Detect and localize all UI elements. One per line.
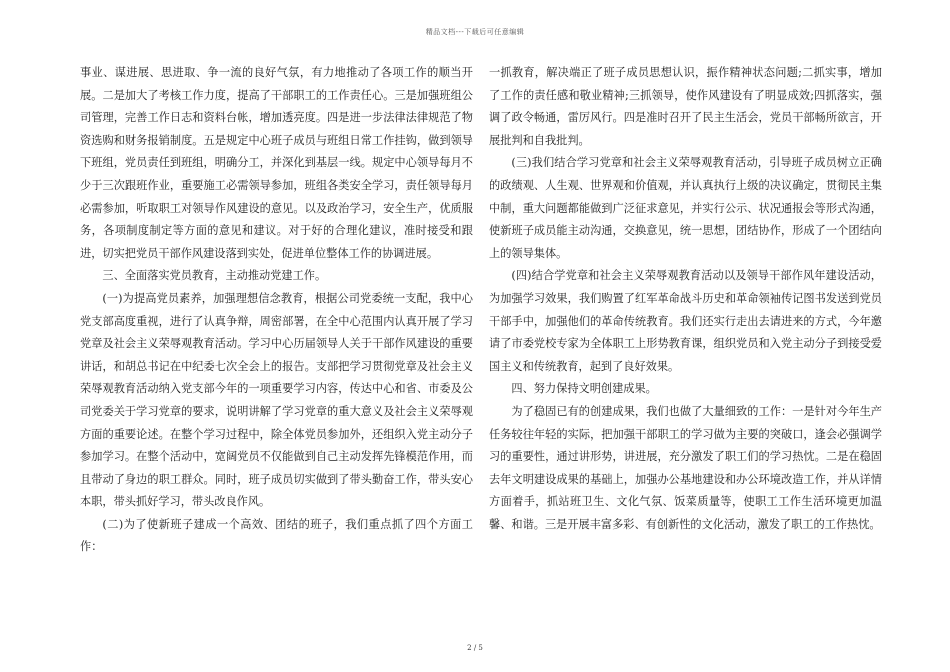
page-number: 2 / 5 (467, 644, 483, 652)
paragraph: (三)我们结合学习党章和社会主义荣辱观教育活动，引导班子成员树立正确的政绩观、人生观、世界观和价值观，并认真执行上级的决议确定，贯彻民主集中制，重大问题都能做到广泛征求意见，并实行公示、状况通报会等形式沟通，使新班子成员能主动沟通，交换意见，统一思想，团结协作，形成了一个团结向上的领导集体。 (489, 156, 882, 260)
paragraph: (四)结合学党章和社会主义荣辱观教育活动以及领导干部作风年建设活动，为加强学习效果，我们购置了红军革命战斗历史和革命领袖传记图书发送到党员干部手中，加强他们的革命传统教育。我们还实行走出去请进来的方式，今年邀请了市委党校专家为全体职工上形势教育课，组织党员和入党主动分子到接受爱国主义和传统教育，起到了良好效果。 (489, 269, 882, 373)
paragraph: 为了稳固已有的创建成果，我们也做了大量细致的工作：一是针对今年生产任务较往年轻的实际，把加强干部职工的学习做为主要的突破口，逢会必强调学习的重要性，通过讲形势，讲进展，充分激发了职工们的学习热忱。二是在稳固去年文明建设成果的基础上，加强办公基地建设和办公环境改造工作，并从详情方面着手，抓站班卫生、文化气氛、饭菜质量等，使职工工作生活环境更加温馨、和谐。三是开展丰富多彩、有创新性的文化活动，激发了职工的工作热忱。 (489, 404, 882, 531)
paragraph: (二)为了使新班子建成一个高效、团结的班子，我们重点抓了四个方面工作： (80, 517, 473, 554)
paragraph: 一抓教育，解决端正了班子成员思想认识，振作精神状态问题;二抓实事，增加了工作的责任感和敬业精神;三抓领导，使作风建设有了明显成效;四抓落实，强调了政令畅通，雷厉风行。四是准时召开了民主生活会，党员干部畅所欲言，开展批判和自我批判。 (489, 66, 882, 147)
paragraph: (一)为提高党员素养，加强理想信念教育，根据公司党委统一支配，我中心党支部高度重视，进行了认真争辩，周密部署，在全中心范围内认真开展了学习党章及社会主义荣辱观教育活动。学习中心历届领导人关于干部作风建设的重要讲话，和胡总书记在中纪委七次全会上的报告。支部把学习贯彻党章及社会主义荣辱观教育活动纳入党支部今年的一项重要学习内容，传达中心和省、市委及公司党委关于学习党章的要求，说明讲解了学习党章的重大意义及社会主义荣辱观方面的重要论述。在整个学习过程中，除全体党员参加外，还组织入党主动分子参加学习。在整个活动中，宽阔党员不仅能做到自己主动发挥先锋模范作用，而且带动了身边的职工群众。同时，班子成员切实做到了带头勤奋工作，带头安心本职，带头抓好学习，带头改良作风。 (80, 291, 473, 509)
section-heading: 三、全面落实党员教育，主动推动党建工作。 (102, 269, 327, 283)
page-header: 精品文档---下载后可任意编辑 (425, 28, 525, 36)
left-column (80, 62, 473, 559)
right-column (489, 62, 882, 536)
paragraph: 事业、谋进展、思进取、争一流的良好气氛，有力地推动了各项工作的顺当开展。二是加大了考核工作力度，提高了干部职工的工作责任心。三是加强班组公司管理，完善工作日志和资料台帐，增加透亮度。四是进一步法律法律规范了物资选购和财务报销制度。五是规定中心班子成员与班组日常工作挂钩，做到领导下班组，党员责任到班组，明确分工，并深化到基层一线。规定中心领导每月不少于三次跟班作业，重要施工必需领导参加，班组各类安全学习，责任领导每月必需参加，听取职工对领导作风建设的意见。以及政治学习，安全生产，优质服务，各项制度制定等方面的意见和建议。对于好的合理化建议，准时接受和跟进，切实把党员干部作风建设落到实处，促进单位整体工作的协调进展。 (80, 66, 473, 260)
section-heading: 四、努力保持文明创建成果。 (511, 382, 657, 396)
